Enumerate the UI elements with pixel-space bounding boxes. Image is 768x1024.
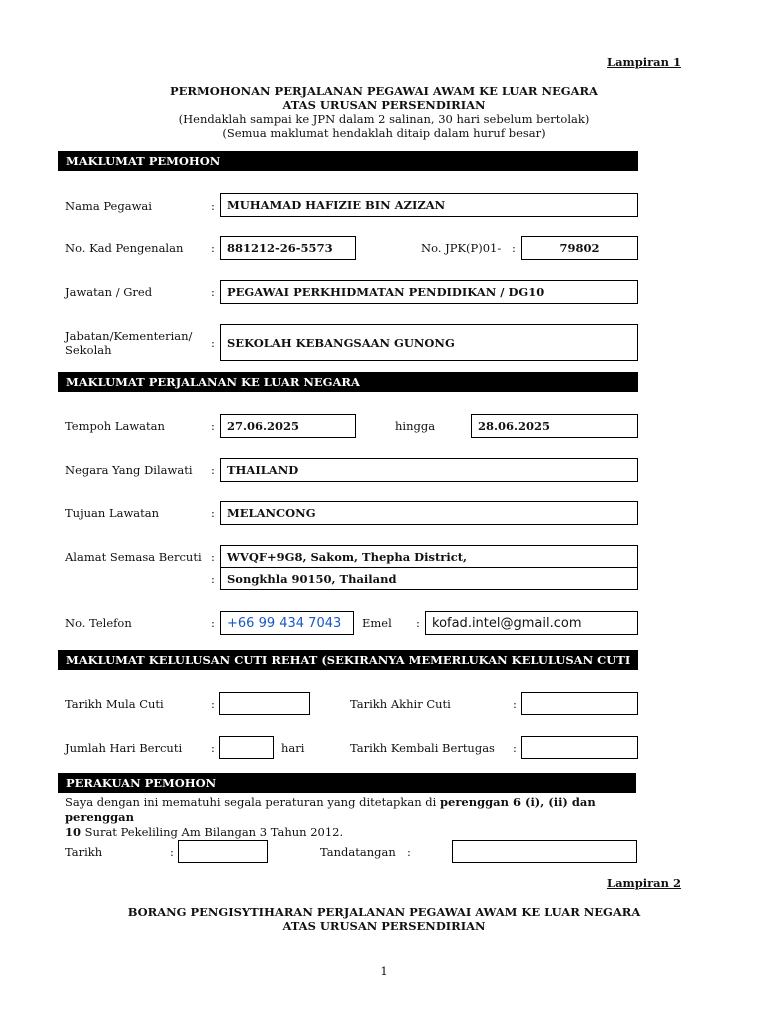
emel-field[interactable] bbox=[425, 611, 638, 635]
jawatan-label: Jawatan / Gred bbox=[65, 285, 153, 299]
tujuan-label: Tujuan Lawatan bbox=[65, 506, 160, 520]
colon: : bbox=[211, 463, 215, 477]
colon: : bbox=[170, 845, 174, 859]
form-note-2: (Semua maklumat hendaklah ditaip dalam huruf besar) bbox=[222, 126, 546, 140]
ic-value: 881212-26-5573 bbox=[227, 241, 333, 255]
jpk-value: 79802 bbox=[559, 241, 600, 255]
kembali-bertugas-field[interactable] bbox=[521, 736, 638, 759]
negara-label: Negara Yang Dilawati bbox=[65, 463, 193, 477]
lampiran-2-label: Lampiran 2 bbox=[607, 876, 681, 890]
section-header-perjalanan: MAKLUMAT PERJALANAN KE LUAR NEGARA bbox=[58, 372, 638, 392]
tempoh-label: Tempoh Lawatan bbox=[65, 419, 165, 433]
alamat-field-line1[interactable] bbox=[220, 545, 638, 568]
negara-value: THAILAND bbox=[227, 463, 299, 477]
colon: : bbox=[211, 241, 215, 255]
tujuan-value: MELANCONG bbox=[227, 506, 316, 520]
colon: : bbox=[512, 241, 516, 255]
colon: : bbox=[513, 697, 517, 711]
emel-value: kofad.intel@gmail.com bbox=[432, 615, 582, 631]
tujuan-field[interactable] bbox=[220, 501, 638, 525]
jawatan-value: PEGAWAI PERKHIDMATAN PENDIDIKAN / DG10 bbox=[227, 285, 545, 299]
telefon-label: No. Telefon bbox=[65, 616, 132, 630]
colon: : bbox=[211, 506, 215, 520]
jabatan-value: SEKOLAH KEBANGSAAN GUNONG bbox=[227, 335, 455, 350]
tempoh-to-field[interactable] bbox=[471, 414, 638, 438]
tarikh-field[interactable] bbox=[178, 840, 268, 863]
hingga-label: hingga bbox=[395, 419, 436, 433]
perakuan-text-2: Surat Pekeliling Am Bilangan 3 Tahun 2012. bbox=[81, 825, 344, 839]
colon: : bbox=[211, 550, 215, 564]
form-title-line1: PERMOHONAN PERJALANAN PEGAWAI AWAM KE LUAR NEGARA bbox=[170, 84, 598, 98]
jumlah-hari-field[interactable] bbox=[219, 736, 274, 759]
jawatan-field[interactable] bbox=[220, 280, 638, 304]
footer-title-line1: BORANG PENGISYTIHARAN PERJALANAN PEGAWAI AWAM KE LUAR NEGARA bbox=[127, 905, 641, 919]
akhir-cuti-label: Tarikh Akhir Cuti bbox=[350, 697, 451, 711]
tempoh-from-value: 27.06.2025 bbox=[227, 419, 300, 433]
form-note-1: (Hendaklah sampai ke JPN dalam 2 salinan, 30 hari sebelum bertolak) bbox=[178, 112, 590, 126]
colon: : bbox=[407, 845, 411, 859]
page-number: 1 bbox=[380, 964, 388, 978]
colon: : bbox=[211, 616, 215, 630]
colon: : bbox=[211, 199, 215, 213]
jumlah-hari-label: Jumlah Hari Bercuti bbox=[65, 741, 183, 755]
colon: : bbox=[211, 285, 215, 299]
colon: : bbox=[513, 741, 517, 755]
perakuan-statement bbox=[65, 795, 645, 840]
jpk-field[interactable] bbox=[521, 236, 638, 260]
section-header-pemohon: MAKLUMAT PEMOHON bbox=[58, 151, 638, 171]
mula-cuti-field[interactable] bbox=[219, 692, 310, 715]
tarikh-label: Tarikh bbox=[65, 845, 103, 859]
hari-label: hari bbox=[281, 741, 305, 755]
perakuan-ref-1: perenggan 6 (i), (ii) dan perenggan bbox=[65, 795, 596, 824]
negara-field[interactable] bbox=[220, 458, 638, 482]
tempoh-to-value: 28.06.2025 bbox=[478, 419, 551, 433]
nama-field[interactable] bbox=[220, 193, 638, 217]
colon: : bbox=[211, 572, 215, 586]
tandatangan-label: Tandatangan bbox=[320, 845, 396, 859]
footer-title-line2: ATAS URUSAN PERSENDIRIAN bbox=[282, 919, 486, 933]
emel-label: Emel bbox=[362, 616, 392, 630]
jpk-label: No. JPK(P)01- bbox=[421, 241, 502, 255]
form-title-line2: ATAS URUSAN PERSENDIRIAN bbox=[282, 98, 486, 112]
ic-field[interactable] bbox=[220, 236, 356, 260]
jabatan-label-line2: Sekolah bbox=[65, 343, 112, 357]
colon: : bbox=[416, 616, 420, 630]
colon: : bbox=[211, 697, 215, 711]
jabatan-label-line1: Jabatan/Kementerian/ bbox=[65, 329, 193, 343]
alamat-field-line2[interactable] bbox=[220, 567, 638, 590]
colon: : bbox=[211, 419, 215, 433]
kembali-bertugas-label: Tarikh Kembali Bertugas bbox=[350, 741, 495, 755]
lampiran-1-label: Lampiran 1 bbox=[607, 55, 681, 69]
tempoh-from-field[interactable] bbox=[220, 414, 356, 438]
alamat-value-line2: Songkhla 90150, Thailand bbox=[227, 571, 397, 586]
nama-value: MUHAMAD HAFIZIE BIN AZIZAN bbox=[227, 198, 446, 212]
akhir-cuti-field[interactable] bbox=[521, 692, 638, 715]
alamat-label: Alamat Semasa Bercuti bbox=[65, 550, 202, 564]
perakuan-text-1: Saya dengan ini mematuhi segala peraturan yang ditetapkan di bbox=[65, 795, 440, 809]
mula-cuti-label: Tarikh Mula Cuti bbox=[65, 697, 164, 711]
nama-label: Nama Pegawai bbox=[65, 199, 152, 213]
ic-label: No. Kad Pengenalan bbox=[65, 241, 184, 255]
colon: : bbox=[211, 741, 215, 755]
tandatangan-field[interactable] bbox=[452, 840, 637, 863]
telefon-field[interactable] bbox=[220, 611, 354, 635]
perakuan-ref-2: 10 bbox=[65, 825, 82, 839]
colon: : bbox=[211, 336, 215, 350]
section-header-kelulusan: MAKLUMAT KELULUSAN CUTI REHAT (SEKIRANYA MEMERLUKAN KELULUSAN CUTI REHAT) bbox=[58, 650, 638, 670]
telefon-link[interactable]: +66 99 434 7043 bbox=[227, 615, 342, 631]
section-header-perakuan: PERAKUAN PEMOHON bbox=[58, 773, 636, 793]
jabatan-field[interactable] bbox=[220, 324, 638, 361]
alamat-value-line1: WVQF+9G8, Sakom, Thepha District, bbox=[227, 549, 468, 564]
